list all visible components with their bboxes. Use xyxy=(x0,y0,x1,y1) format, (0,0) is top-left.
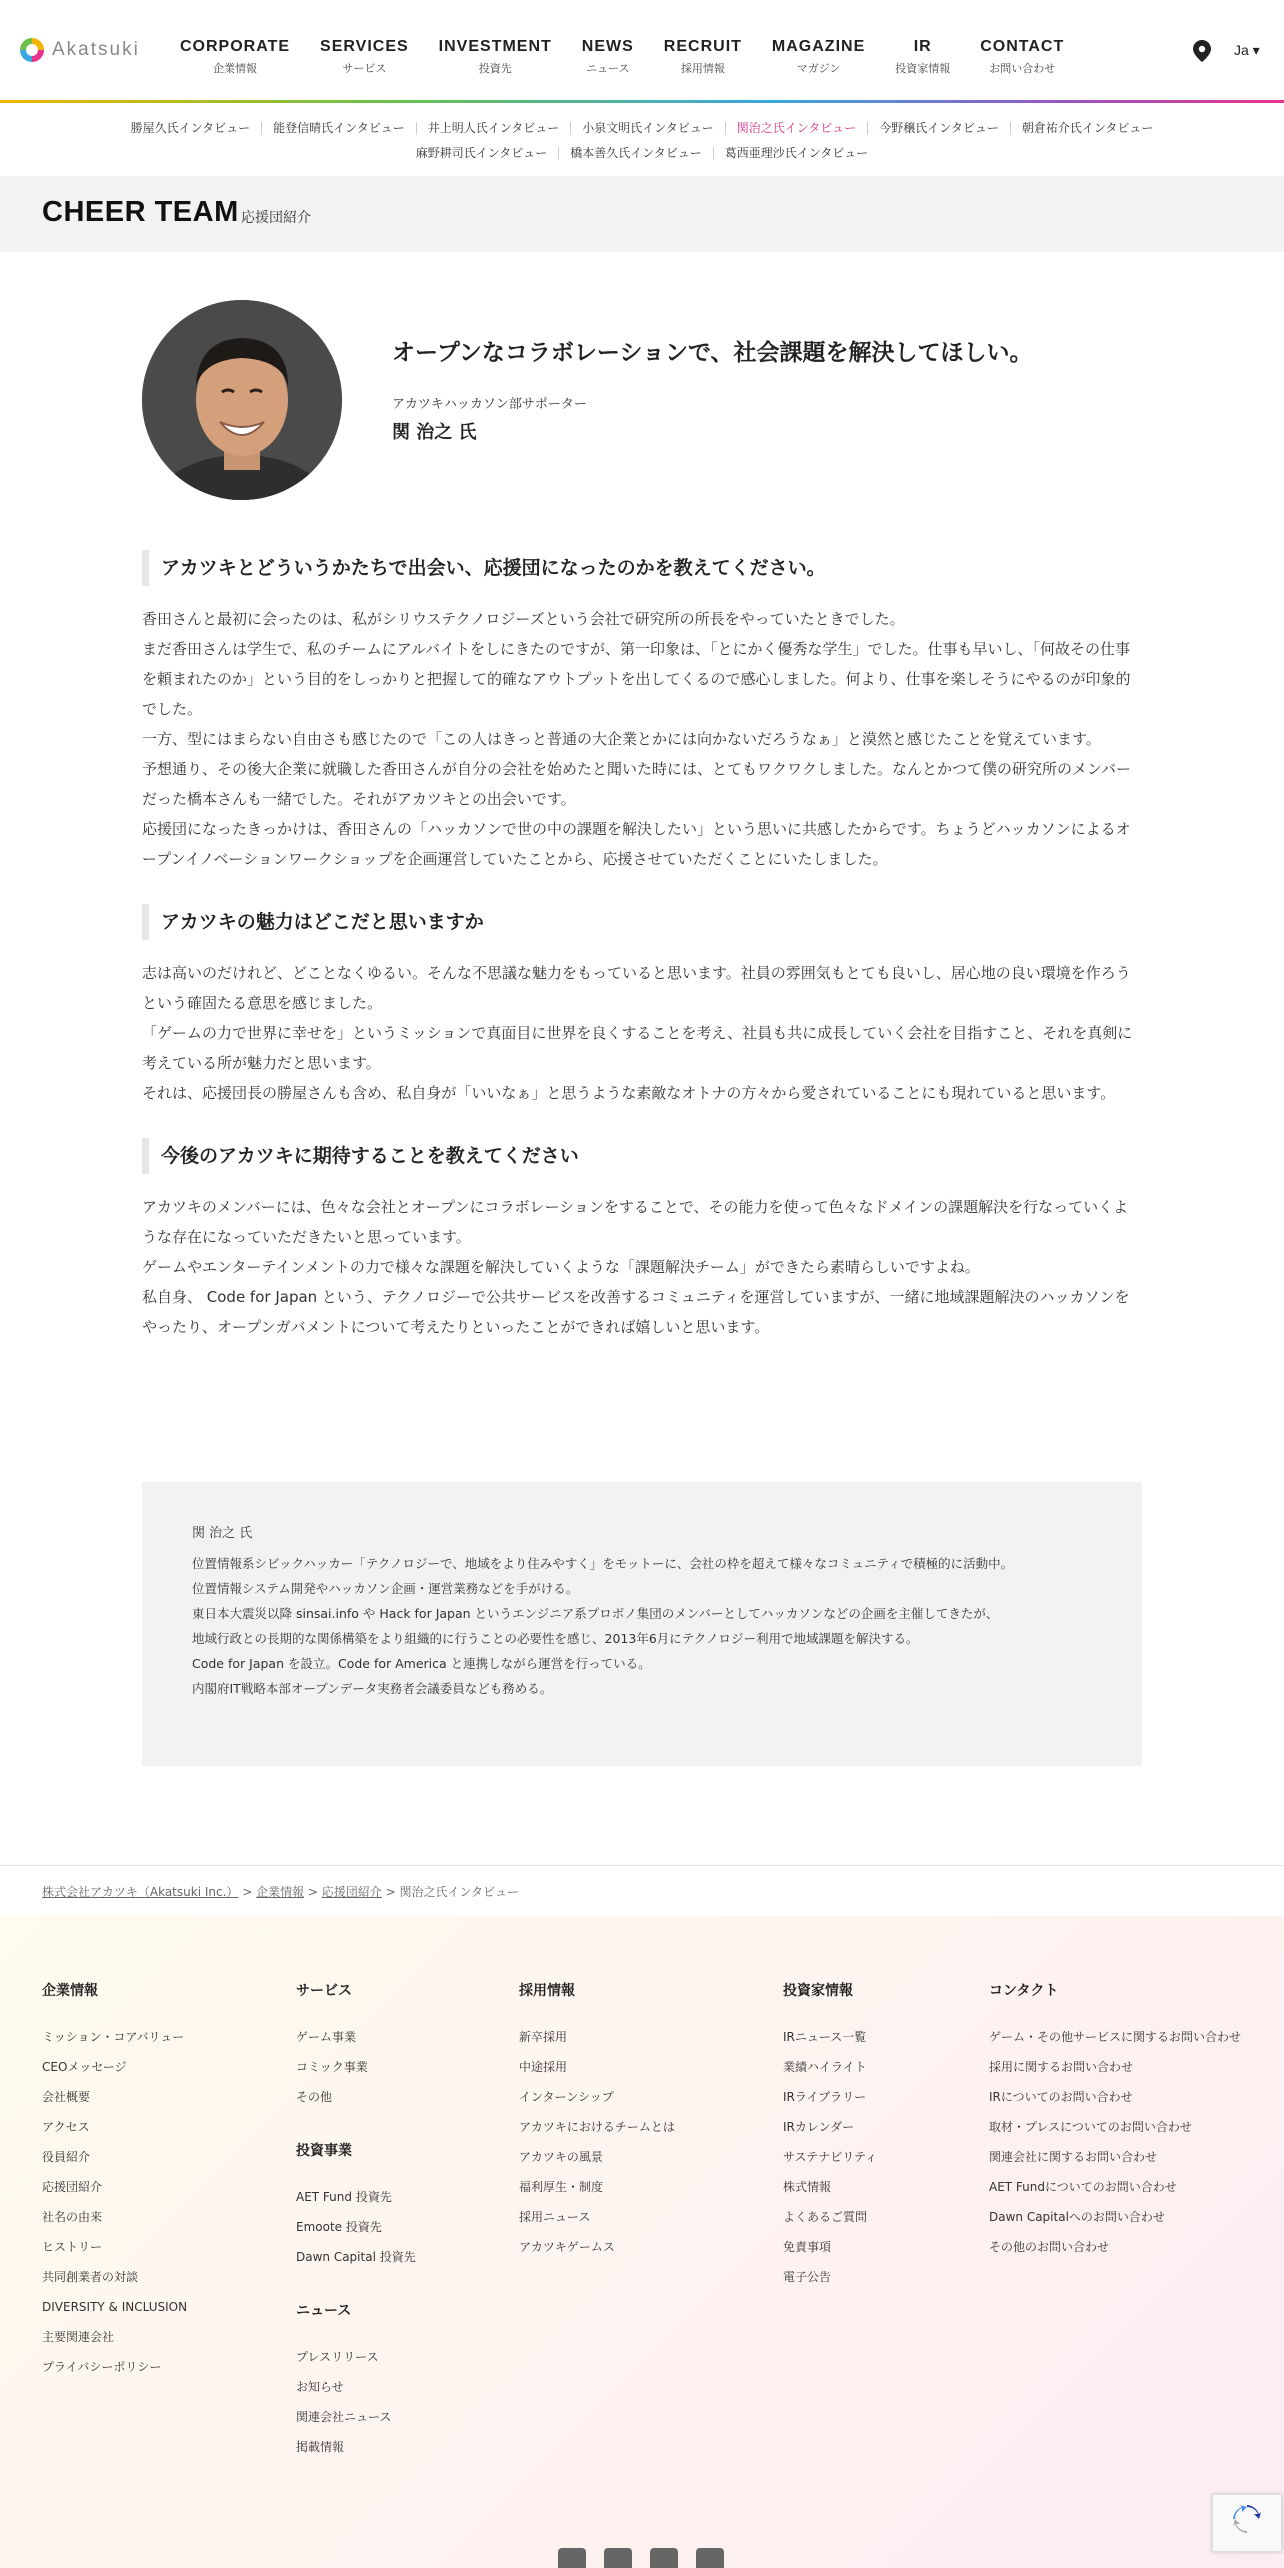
breadcrumb-link[interactable]: 企業情報 xyxy=(256,1885,305,1899)
footer-heading: 採用情報 xyxy=(519,1983,575,1999)
footer-link[interactable]: AET Fund 投資先 xyxy=(296,2190,392,2204)
footer-link[interactable]: 関連会社ニュース xyxy=(296,2410,392,2424)
footer-link[interactable]: 電子公告 xyxy=(783,2270,832,2284)
breadcrumb-separator: > xyxy=(304,1885,322,1899)
footer-link[interactable]: CEOメッセージ xyxy=(42,2060,127,2074)
nav-label-ja: お問い合わせ xyxy=(989,62,1056,75)
footer-heading: 投資事業 xyxy=(296,2143,352,2159)
footer-link[interactable]: インターンシップ xyxy=(519,2090,614,2104)
footer-link[interactable]: サステナビリティ xyxy=(783,2150,878,2164)
footer-link[interactable]: IRライブラリー xyxy=(783,2090,867,2104)
subnav-item[interactable]: 関治之氏インタビュー xyxy=(726,122,869,135)
subnav-item[interactable]: 勝屋久氏インタビュー xyxy=(120,122,263,135)
bio-line: 位置情報システム開発やハッカソン企画・運営業務などを手がける。 xyxy=(192,1581,579,1596)
profile-bio-box xyxy=(142,1482,1142,1766)
header-rainbow-bar xyxy=(0,100,1284,103)
subnav-item[interactable]: 朝倉祐介氏インタビュー xyxy=(1021,121,1154,135)
answer-block xyxy=(142,958,1142,1108)
breadcrumb-separator: > xyxy=(238,1885,257,1899)
subnav-item[interactable]: 能登信晴氏インタビュー xyxy=(262,122,417,135)
facebook-icon[interactable] xyxy=(558,2548,586,2568)
answer-paragraph: 一方、型にはまらない自由さも感じたので「この人はきっと普通の大企業とかには向かないだろうなぁ」と漠然と感じたことを覚えています。 xyxy=(142,730,1101,748)
footer-link[interactable]: IRカレンダー xyxy=(783,2120,855,2134)
answer-paragraph: 応援団になったきっかけは、香田さんの「ハッカソンで世の中の課題を解決したい」という思いに共感したからです。ちょうどハッカソンによるオープンイノベーションワークショップを企画運営していたことから、応援させていただくことにいたしました。 xyxy=(142,820,1131,868)
site-header xyxy=(0,0,1284,100)
question-heading: 今後のアカツキに期待することを教えてください xyxy=(142,1138,1142,1174)
breadcrumb-separator: > xyxy=(381,1885,400,1899)
footer-column xyxy=(783,1980,877,2292)
page-subtitle: 応援団紹介 xyxy=(241,210,311,226)
answer-paragraph: 香田さんと最初に会ったのは、私がシリウステクノロジーズという会社で研究所の所長をやっていたときでした。 xyxy=(142,610,905,628)
breadcrumb-current: 関治之氏インタビュー xyxy=(399,1885,520,1899)
footer-link[interactable]: アクセス xyxy=(42,2120,90,2134)
footer-link[interactable]: 新卒採用 xyxy=(519,2030,568,2044)
answer-paragraph: まだ香田さんは学生で、私のチームにアルバイトをしにきたのですが、第一印象は、「とにかく優秀な学生」でした。仕事も早いし、「何故その仕事を頼まれたのか」という目的をしっかりと把握して的確なアウトプットを出してくるので感心しました。何より、仕事を楽しそうにやるのが印象的でした。 xyxy=(142,640,1131,718)
breadcrumb-link[interactable]: 応援団紹介 xyxy=(321,1885,382,1899)
footer-link[interactable]: 免責事項 xyxy=(783,2240,832,2254)
interview-subnav xyxy=(110,116,1174,166)
answer-paragraph: 私自身、 Code for Japan という、テクノロジーで公共サービスを改善するコミュニティを運営していますが、一緒に地域課題解決のハッカソンをやったり、オープンガバメントについて考えたりといったことができれば嬉しいと思います。 xyxy=(142,1288,1130,1336)
nav-label-ja: 投資家情報 xyxy=(895,62,951,75)
footer-link[interactable]: Dawn Capitalへのお問い合わせ xyxy=(989,2210,1165,2224)
subnav-row xyxy=(110,141,1174,166)
footer-column xyxy=(42,1980,187,2382)
twitter-icon[interactable] xyxy=(604,2548,632,2568)
footer-link[interactable]: 福利厚生・制度 xyxy=(519,2180,604,2194)
global-nav xyxy=(165,38,1079,76)
nav-label-ja: ニュース xyxy=(586,62,630,75)
nav-label-en: CONTACT xyxy=(980,38,1065,55)
subnav-item[interactable]: 橋本善久氏インタビュー xyxy=(559,147,714,160)
breadcrumb-link[interactable]: 株式会社アカツキ（Akatsuki Inc.） xyxy=(42,1885,239,1899)
footer-link[interactable]: IRについてのお問い合わせ xyxy=(989,2090,1133,2104)
interview-content xyxy=(142,550,1142,1372)
bio-line: 内閣府IT戦略本部オープンデータ実務者会議委員なども務める。 xyxy=(192,1681,553,1696)
footer-link[interactable]: お知らせ xyxy=(296,2380,344,2394)
nav-contact[interactable] xyxy=(965,38,1079,76)
bio-line: 地域行政との長期的な関係構築をより組織的に行うことの必要性を感じ、2013年6月にテクノロジー利用で地域課題を解決する。 xyxy=(192,1631,919,1646)
footer-link[interactable]: アカツキゲームス xyxy=(519,2240,615,2254)
subnav-item[interactable]: 井上明人氏インタビュー xyxy=(417,122,572,135)
nav-label-ja: サービス xyxy=(342,62,387,75)
question-heading: アカツキとどういうかたちで出会い、応援団になったのかを教えてください。 xyxy=(142,550,1142,586)
footer-link[interactable]: その他のお問い合わせ xyxy=(989,2240,1110,2254)
nav-investment[interactable] xyxy=(424,38,567,76)
nav-label-en: MAGAZINE xyxy=(771,38,866,55)
footer-heading: ニュース xyxy=(296,2303,352,2319)
breadcrumb xyxy=(42,1883,519,1900)
footer-link[interactable]: AET Fundについてのお問い合わせ xyxy=(989,2180,1177,2194)
footer-link[interactable]: 応援団紹介 xyxy=(42,2180,103,2194)
answer-block xyxy=(142,604,1142,874)
footer-link[interactable]: 掲載情報 xyxy=(296,2440,345,2454)
nav-magazine[interactable] xyxy=(757,38,880,76)
instagram-icon[interactable] xyxy=(696,2548,724,2568)
footer-link[interactable]: 採用に関するお問い合わせ xyxy=(989,2060,1134,2074)
footer-link[interactable]: その他 xyxy=(296,2090,333,2104)
footer-section xyxy=(296,2140,416,2272)
avatar xyxy=(142,300,342,500)
footer-link[interactable]: ゲーム・その他サービスに関するお問い合わせ xyxy=(989,2030,1242,2044)
bio-text xyxy=(192,1551,1092,1701)
subnav-item[interactable]: 麻野耕司氏インタビュー xyxy=(405,147,560,160)
footer-link[interactable]: 社名の由来 xyxy=(42,2210,103,2224)
nav-label-ja: 採用情報 xyxy=(680,62,725,75)
recaptcha-badge[interactable] xyxy=(1212,2494,1282,2552)
footer-link[interactable]: 関連会社に関するお問い合わせ xyxy=(989,2150,1158,2164)
footer-link[interactable]: ゲーム事業 xyxy=(296,2030,357,2044)
page-title: CHEER TEAM xyxy=(42,196,239,228)
breadcrumb-divider xyxy=(0,1865,1284,1866)
interview-headline: オープンなコラボレーションで、社会課題を解決してほしい。 xyxy=(392,340,1033,366)
subnav-item[interactable]: 今野穣氏インタビュー xyxy=(868,122,1011,135)
portrait-image xyxy=(142,300,342,500)
footer-link[interactable]: アカツキにおけるチームとは xyxy=(519,2120,675,2134)
footer-link[interactable]: ヒストリー xyxy=(42,2240,103,2254)
footer-link[interactable]: 株式情報 xyxy=(783,2180,832,2194)
footer-heading: 企業情報 xyxy=(42,1983,98,1999)
answer-paragraph: 志は高いのだけれど、どことなくゆるい。そんな不思議な魅力をもっていると思います。社員の雰囲気もとても良いし、居心地の良い環境を作ろうという確固たる意思を感じました。 xyxy=(142,964,1131,1012)
nav-label-en: NEWS xyxy=(581,38,634,55)
map-pin-icon[interactable] xyxy=(1193,40,1211,62)
footer-link[interactable]: Dawn Capital 投資先 xyxy=(296,2250,416,2264)
answer-paragraph: ゲームやエンターテインメントの力で様々な課題を解決していくような「課題解決チーム」ができたら素晴らしいですよね。 xyxy=(142,1258,980,1276)
nav-label-en: RECRUIT xyxy=(663,38,742,55)
question-heading: アカツキの魅力はどこだと思いますか xyxy=(142,904,1142,940)
footer-section xyxy=(519,1980,675,2262)
nav-recruit[interactable] xyxy=(649,38,757,76)
logo-mark-icon xyxy=(20,38,44,62)
footer-link[interactable]: Emoote 投資先 xyxy=(296,2220,382,2234)
logo-text: Akatsuki xyxy=(52,39,140,60)
footer-section xyxy=(296,2300,416,2462)
footer-section xyxy=(783,1980,877,2292)
bio-line: Code for Japan を設立。Code for America と連携しながら運営を行っている。 xyxy=(192,1656,651,1671)
footer-link[interactable]: 業績ハイライト xyxy=(783,2060,867,2074)
footer-section xyxy=(296,1980,416,2112)
footer-link[interactable]: 会社概要 xyxy=(42,2090,91,2104)
footer-link[interactable]: アカツキの風景 xyxy=(519,2150,603,2164)
footer-column xyxy=(296,1980,416,2462)
nav-label-ja: 投資先 xyxy=(478,62,512,75)
subnav-item[interactable]: 小泉文明氏インタビュー xyxy=(571,122,726,135)
footer-column xyxy=(989,1980,1241,2262)
answer-block xyxy=(142,1192,1142,1342)
language-selector[interactable]: Ja ▾ xyxy=(1234,42,1260,58)
footer-link[interactable]: 役員紹介 xyxy=(42,2150,91,2164)
nav-label-ja: マガジン xyxy=(796,62,841,75)
nav-services[interactable] xyxy=(305,38,424,76)
bio-line: 東日本大震災以降 sinsai.info や Hack for Japan というエンジニア系プロボノ集団のメンバーとしてハッカソンなどの企画を主催してきたが、 xyxy=(192,1606,999,1621)
person-name: 関 治之 氏 xyxy=(392,422,477,443)
person-role: アカツキハッカソン部サポーター xyxy=(392,397,587,412)
footer-link[interactable]: コミック事業 xyxy=(296,2060,368,2074)
footer-link[interactable]: 主要関連会社 xyxy=(42,2330,115,2344)
bio-name: 関 治之 氏 xyxy=(192,1526,253,1541)
nav-label-en: CORPORATE xyxy=(180,38,291,55)
nav-label-ja: 企業情報 xyxy=(213,62,258,75)
footer-column xyxy=(519,1980,675,2262)
footer-section xyxy=(989,1980,1241,2262)
footer-section xyxy=(42,1980,187,2382)
subnav-item[interactable]: 葛西亜理沙氏インタビュー xyxy=(724,146,869,160)
footer-link[interactable]: 取材・プレスについてのお問い合わせ xyxy=(989,2120,1192,2134)
footer-heading: サービス xyxy=(296,1983,352,1999)
nav-news[interactable] xyxy=(567,38,649,76)
logo[interactable] xyxy=(20,38,140,62)
site-footer xyxy=(0,1916,1284,2568)
footer-link[interactable]: ミッション・コアバリュー xyxy=(42,2030,185,2044)
footer-heading: コンタクト xyxy=(989,1983,1059,1999)
nav-corporate[interactable] xyxy=(165,38,305,76)
answer-paragraph: アカツキのメンバーには、色々な会社とオープンにコラボレーションをすることで、その能力を使って色々なドメインの課題解決を行なっていくような存在になっていただきたいと思っています。 xyxy=(142,1198,1129,1246)
footer-link[interactable]: 採用ニュース xyxy=(519,2210,591,2224)
footer-link[interactable]: IRニュース一覧 xyxy=(783,2030,867,2044)
answer-paragraph: それは、応援団長の勝屋さんも含め、私自身が「いいなぁ」と思うような素敵なオトナの方々から愛されていることにも現れていると思います。 xyxy=(142,1084,1116,1102)
subnav-row xyxy=(110,116,1174,141)
answer-paragraph: 予想通り、その後大企業に就職した香田さんが自分の会社を始めたと聞いた時には、とてもワクワクしました。なんとかつて僕の研究所のメンバーだった橋本さんも一緒でした。それがアカツキとの出会いです。 xyxy=(142,760,1131,808)
youtube-icon[interactable] xyxy=(650,2548,678,2568)
nav-label-en: INVESTMENT xyxy=(438,38,552,55)
footer-heading: 投資家情報 xyxy=(783,1983,853,1999)
bio-line: 位置情報系シビックハッカー「テクノロジーで、地域をより住みやすく」をモットーに、会社の枠を超えて様々なコミュニティで積極的に活動中。 xyxy=(192,1556,1014,1571)
nav-label-en: SERVICES xyxy=(320,38,409,55)
nav-ir[interactable] xyxy=(880,38,965,76)
footer-link[interactable]: プレスリリース xyxy=(296,2350,379,2364)
answer-paragraph: 「ゲームの力で世界に幸せを」というミッションで真面目に世界を良くすることを考え、社員も共に成長していく会社を目指すこと、それを真剣に考えている所が魅力だと思います。 xyxy=(142,1024,1133,1072)
footer-link[interactable]: DIVERSITY & INCLUSION xyxy=(42,2300,188,2314)
recaptcha-icon xyxy=(1233,2505,1261,2533)
nav-label-en: IR xyxy=(913,38,932,55)
footer-link[interactable]: プライバシーポリシー xyxy=(42,2360,162,2374)
footer-link[interactable]: 共同創業者の対談 xyxy=(42,2270,139,2284)
footer-link[interactable]: 中途採用 xyxy=(519,2060,568,2074)
page-title-band xyxy=(0,176,1284,252)
footer-link[interactable]: よくあるご質問 xyxy=(783,2210,868,2224)
social-links xyxy=(558,2548,742,2568)
